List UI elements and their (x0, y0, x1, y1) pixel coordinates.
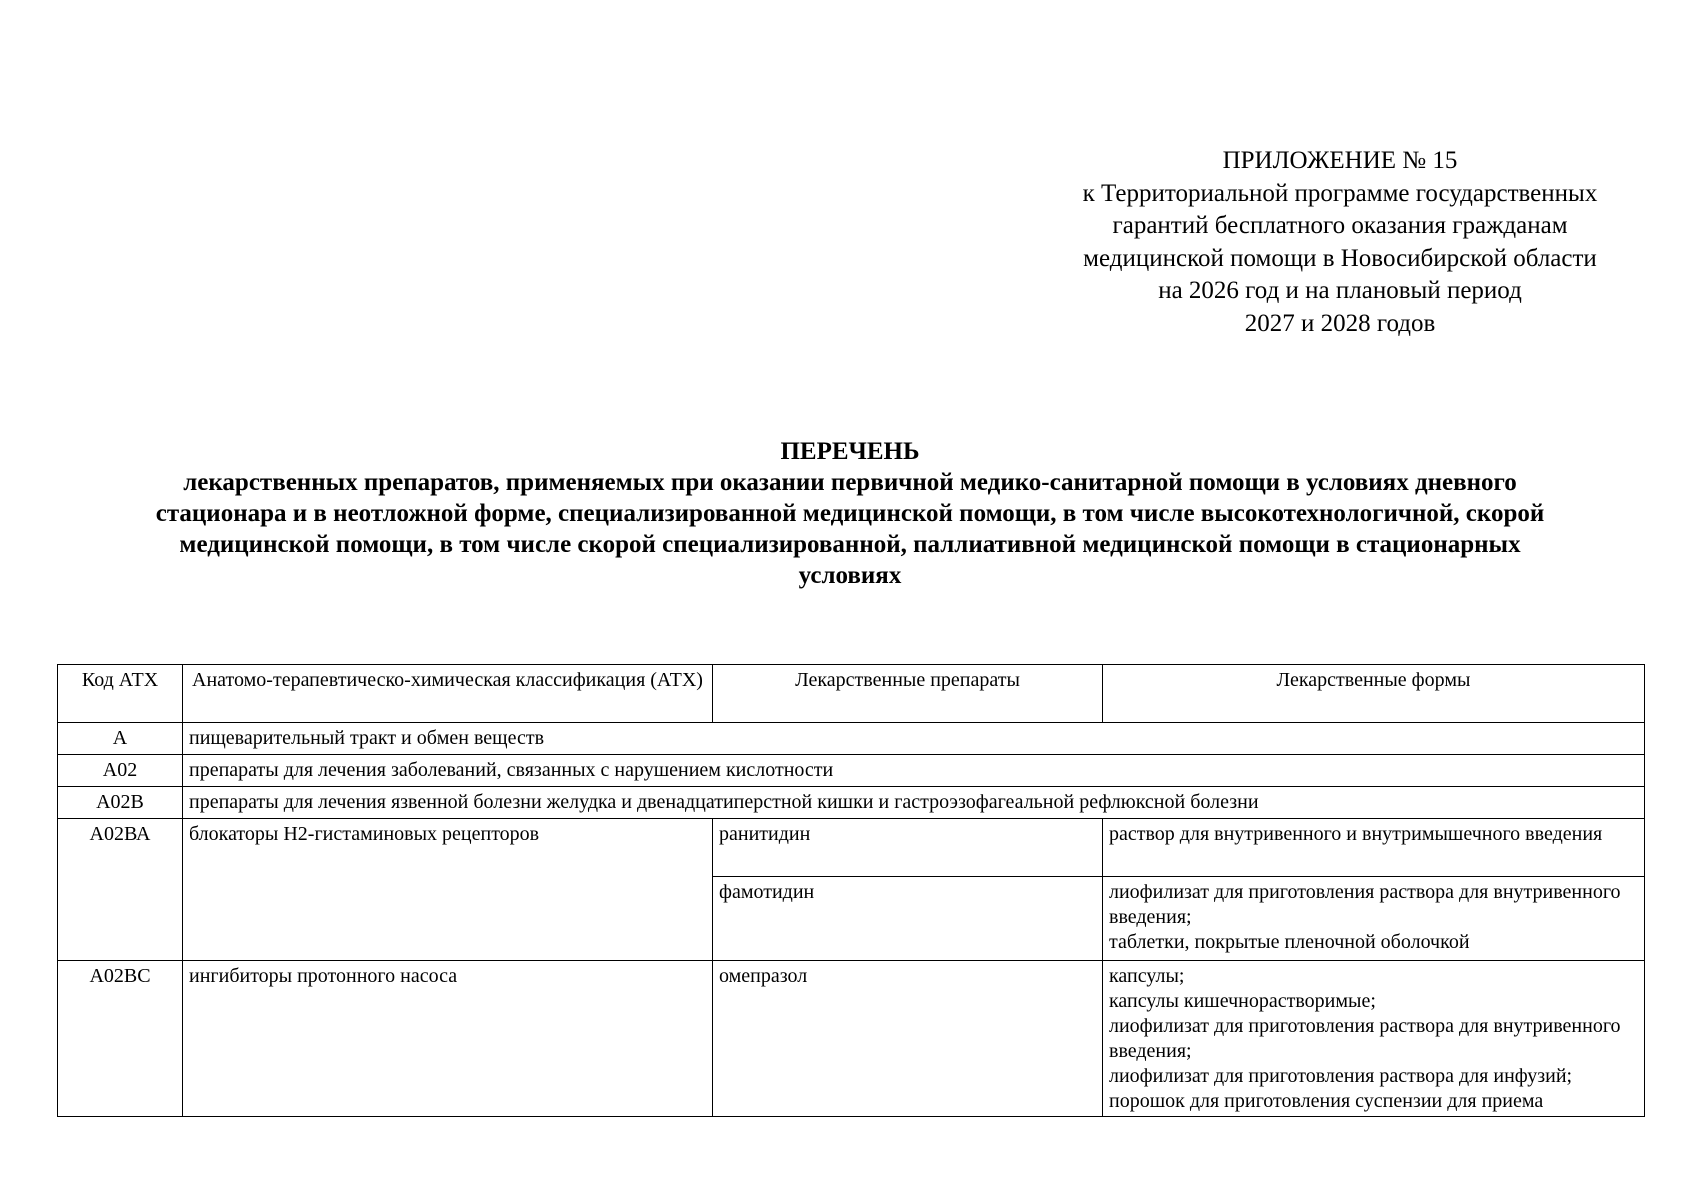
atx-code: А02В (58, 787, 183, 819)
atx-group-name: препараты для лечения заболеваний, связанных с нарушением кислотности (183, 755, 1645, 787)
table-header-row (58, 665, 1645, 723)
appendix-line: медицинской помощи в Новосибирской области (1083, 244, 1597, 272)
document-subtitle-line: лекарственных препаратов, применяемых при оказании первичной медико-санитарной помощи в условиях дневного (183, 469, 1517, 496)
document-title: ПЕРЕЧЕНЬ (780, 438, 920, 465)
atx-group-name: пищеварительный тракт и обмен веществ (183, 723, 1645, 755)
atx-code: А02ВС (58, 961, 183, 1117)
atx-group-name: ингибиторы протонного насоса (183, 961, 713, 1117)
drug-name: фамотидин (713, 877, 1103, 961)
header-code: Код АТХ (58, 665, 183, 723)
drug-forms (1103, 961, 1645, 1117)
document-subtitle-line: условиях (798, 562, 902, 589)
atx-group-name: препараты для лечения язвенной болезни желудка и двенадцатиперстной кишки и гастроэзофагеальной рефлюксной болезни (183, 787, 1645, 819)
header-classification: Анатомо-терапевтическо-химическая классификация (АТХ) (183, 665, 713, 723)
drug-name: ранитидин (713, 819, 1103, 877)
table-row (58, 723, 1645, 755)
drug-form: лиофилизат для приготовления раствора для внутривенного введения; (1109, 1015, 1621, 1062)
drug-name: омепразол (713, 961, 1103, 1117)
appendix-header (1040, 145, 1640, 340)
atx-code: А02ВА (58, 819, 183, 961)
appendix-line: на 2026 год и на плановый период (1158, 277, 1522, 304)
document-subtitle-line: медицинской помощи, в том числе скорой специализированной, паллиативной медицинской помощи в стационарных (179, 531, 1521, 558)
drug-form: раствор для внутривенного и внутримышечного введения (1109, 823, 1603, 845)
atx-code: А02 (58, 755, 183, 787)
table-row (58, 755, 1645, 787)
table-row (58, 819, 1645, 877)
appendix-line: гарантий бесплатного оказания гражданам (1112, 212, 1568, 239)
appendix-line: к Территориальной программе государственных (1082, 179, 1598, 207)
drug-list-table (57, 664, 1645, 1117)
table-row (58, 787, 1645, 819)
header-forms: Лекарственные формы (1103, 665, 1645, 723)
drug-forms (1103, 819, 1645, 877)
atx-group-name: блокаторы Н2-гистаминовых рецепторов (183, 819, 713, 961)
table-row (58, 961, 1645, 1117)
drug-form: капсулы; (1109, 965, 1185, 987)
drug-form: порошок для приготовления суспензии для приема (1109, 1090, 1544, 1112)
atx-code: А (58, 723, 183, 755)
drug-form: лиофилизат для приготовления раствора для инфузий; (1109, 1065, 1573, 1087)
document-subtitle-line: стационара и в неотложной форме, специализированной медицинской помощи, в том числе высокотехнологичной, скорой (155, 500, 1545, 527)
header-drugs: Лекарственные препараты (713, 665, 1103, 723)
document-heading (40, 436, 1660, 591)
appendix-line: 2027 и 2028 годов (1244, 309, 1436, 337)
drug-form: лиофилизат для приготовления раствора для внутривенного введения; (1109, 881, 1621, 928)
drug-form: таблетки, покрытые пленочной оболочкой (1109, 931, 1470, 953)
appendix-number: ПРИЛОЖЕНИЕ № 15 (1222, 147, 1458, 174)
drug-form: капсулы кишечнорастворимые; (1109, 990, 1376, 1012)
drug-forms (1103, 877, 1645, 961)
